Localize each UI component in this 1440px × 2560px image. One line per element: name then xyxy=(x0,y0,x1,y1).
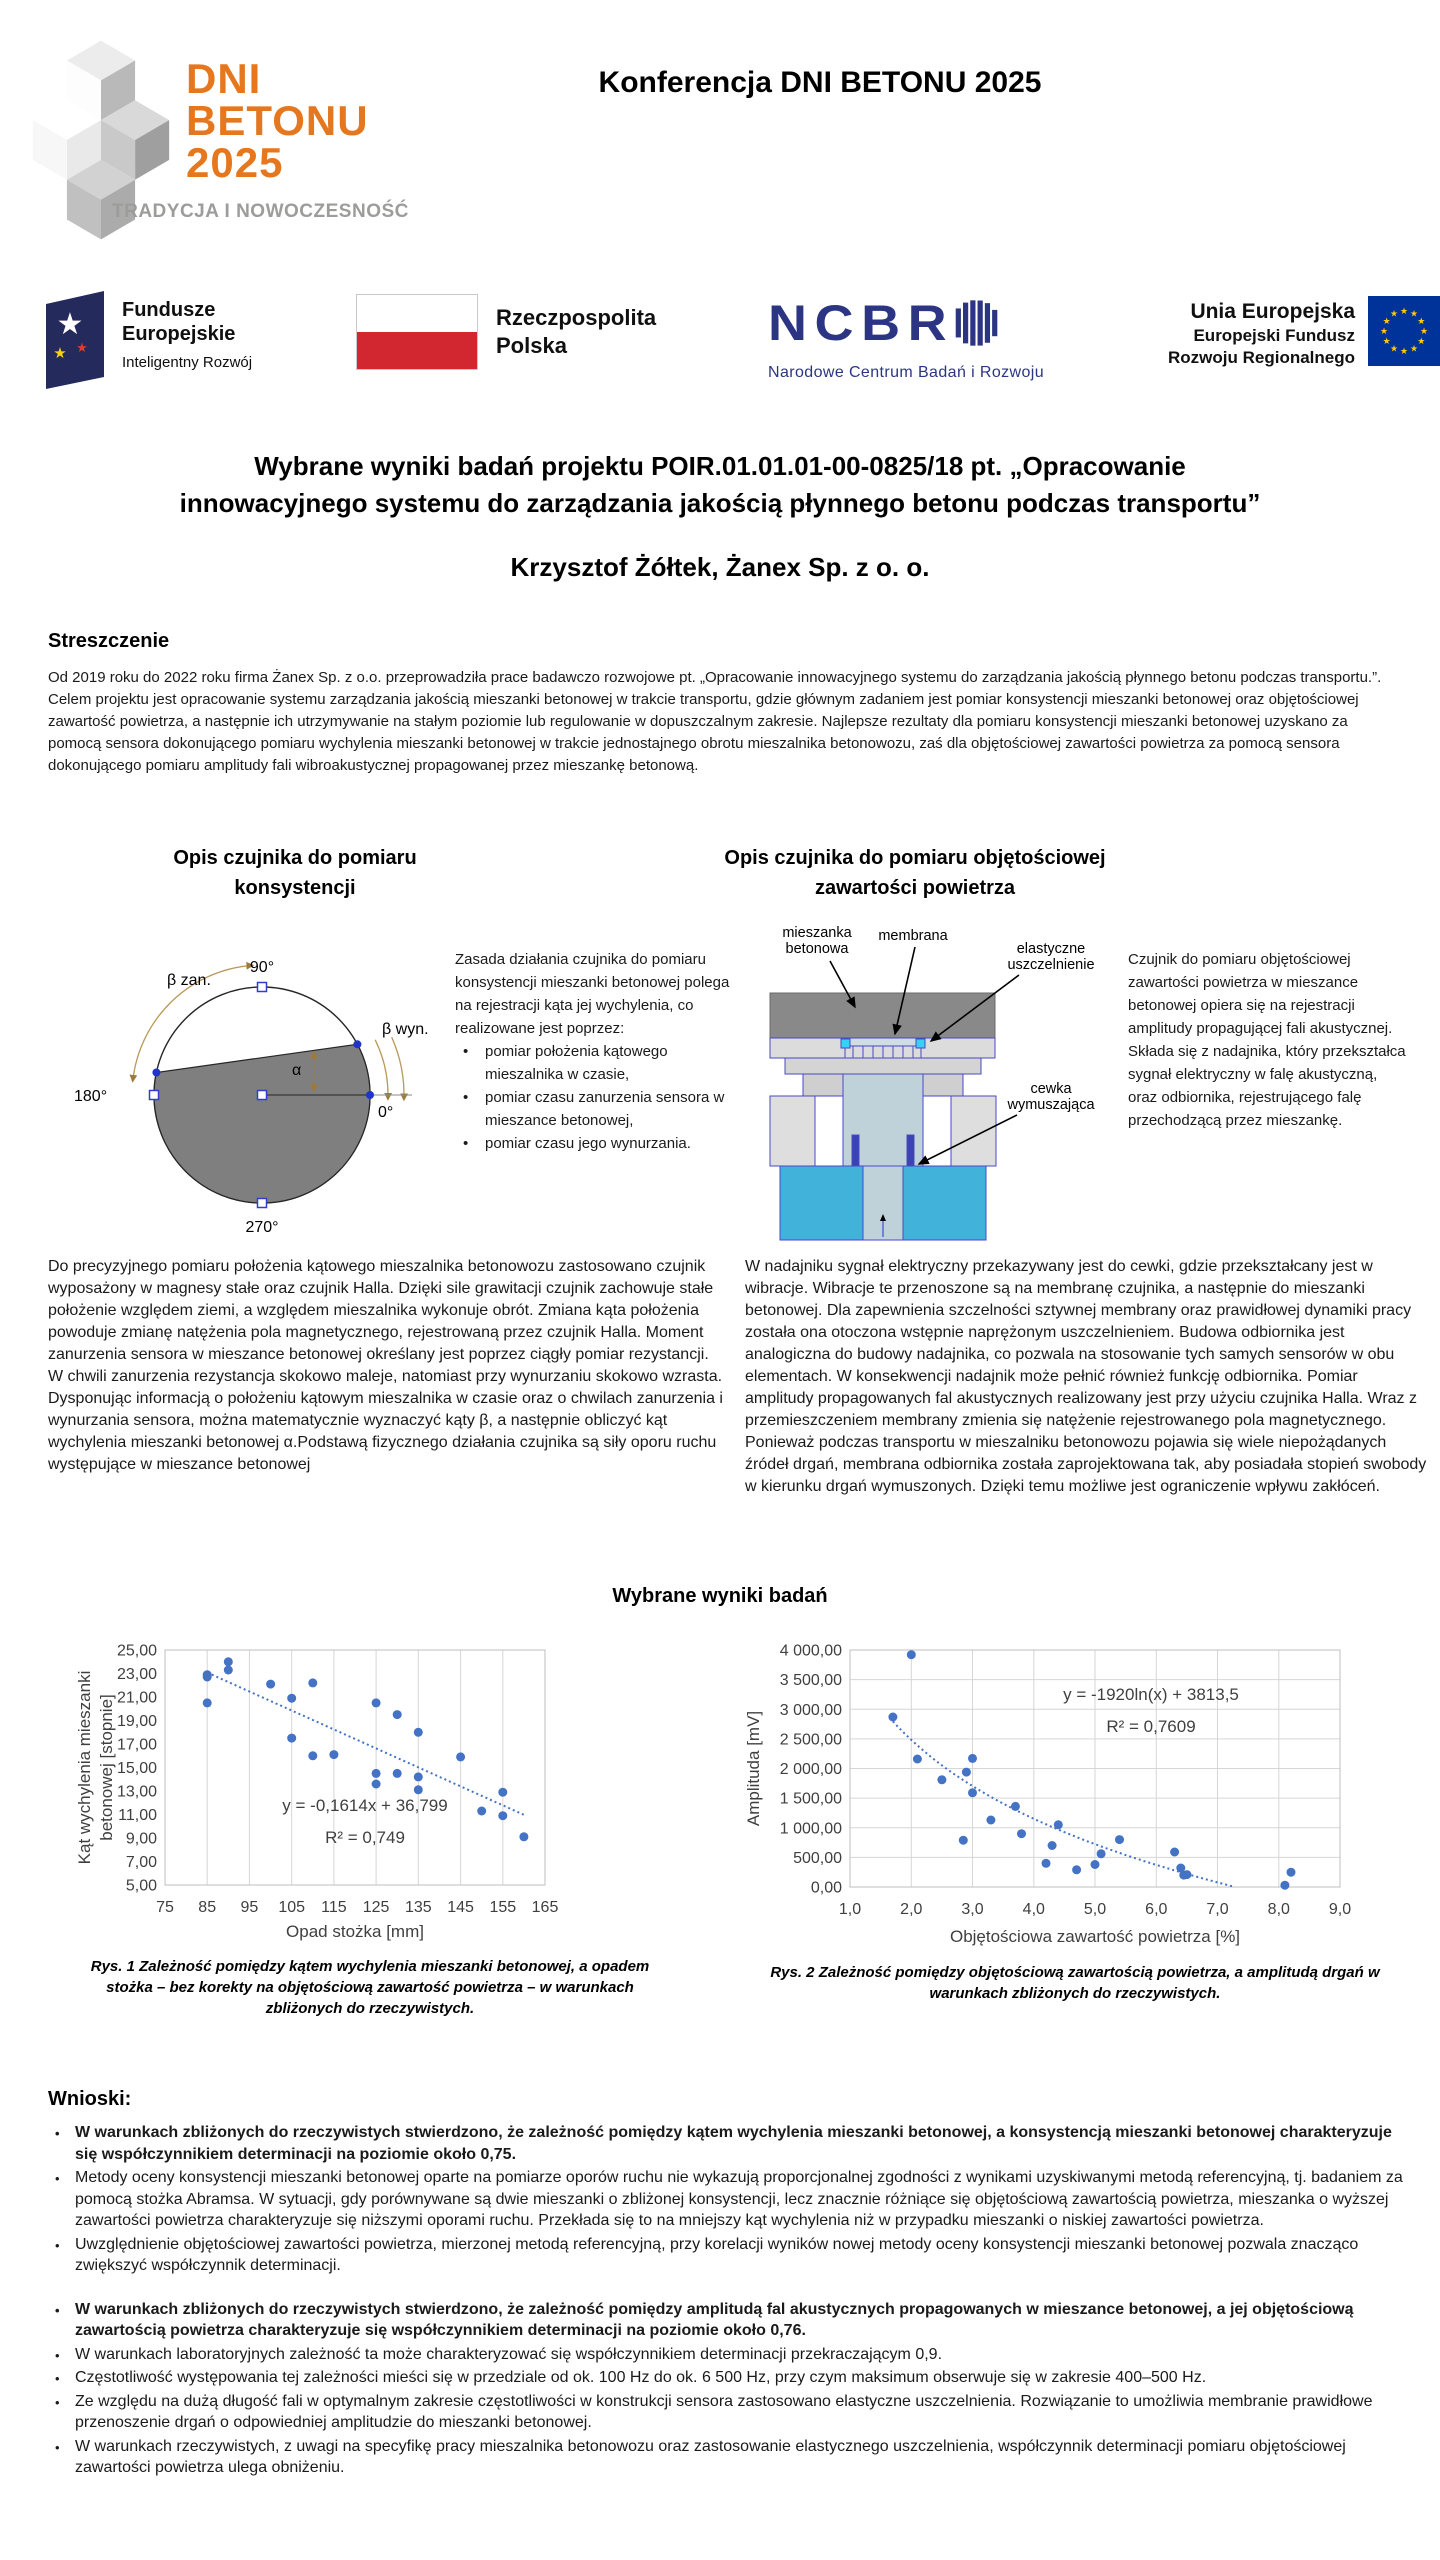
conclusions-group-2 xyxy=(48,2299,1413,2479)
scatter-point xyxy=(308,1678,317,1687)
scatter-chart-1 xyxy=(60,1615,680,1965)
conclusions-list xyxy=(48,2122,1413,2481)
fe-star-yellow: ★ xyxy=(53,345,67,362)
conclusion-item: • Ze względu na dużą długość fali w optymalnym zakresie częstotliwości w konstrukcji sensora zastosowano elastyczne uszczelnienia. Rozwiązanie to umożliwia membranie prawidłowe przenoszenie drgań o odpowiedniej amplitudzie do mieszanki betonowej. xyxy=(48,2391,1413,2434)
alpha-label: α xyxy=(292,1062,302,1079)
x-tick-label: 155 xyxy=(489,1899,517,1916)
eu-star: ★ xyxy=(1417,336,1426,346)
project-title-line1: Wybrane wyniki badań projektu POIR.01.01.01-00-0825/18 pt. „Opracowanie xyxy=(254,451,1186,481)
consistency-body-paragraph: Do precyzyjnego pomiaru położenia kątowego mieszalnika betonowozu zastosowano czujnik wyposażony w magnesy stałe oraz czujnik Halla. Dzięki sile grawitacji czujnik zachowuje stałe położenie względem ziemi, a względem mieszalnika wykonuje obrót. Zmiana kąta położenia powoduje zmianę natężenia pola magnetycznego, rejestrowaną przez czujnik Halla. Moment zanurzenia sensora w mieszance betonowej określany jest poprzez ciągły pomiar rezystancji. W chwili zanurzenia rezystancja skokowo maleje, natomiast przy wynurzaniu skokowo wzrasta. Dysponując informacją o położeniu kątowym mieszalnika w czasie oraz o chwilach zanurzenia i wynurzania sensora, można matematycznie wyznaczyć kąty β, a następnie obliczyć kąt wychylenia mieszanki betonowej α.Podstawą fizycznego działania czujnika są siły oporu ruchu występujące w mieszance betonowej xyxy=(48,1258,723,1473)
conclusion-item: • Metody oceny konsystencji mieszanki betonowej oparte na pomiarze oporów ruchu nie wykazują proporcjonalnej zgodności z wynikami uzyskiwanymi metodą referencyjną, tj. badaniem za pomocą stożka Abramsa. W sytuacji, gdy porównywane są dwie mieszanki o zbliżonej konsystencji, lecz znacznie różniące się objętościową zawartością powietrza, mieszanka o wyższej zawartości powietrza charakteryzuje się niższymi oporami ruchu. Przekłada się to na mniejszy kąt wychylenia niż w przypadku mieszanki o niskiej zawartości powietrza. xyxy=(48,2167,1413,2232)
seal-label-1: elastyczne xyxy=(1016,941,1086,957)
eu-star: ★ xyxy=(1382,316,1391,326)
abstract-text: Od 2019 roku do 2022 roku firma Żanex Sp. z o.o. przeprowadziła prace badawczo rozwojowe pt. „Opracowanie innowacyjnego systemu do zarządzania jakością płynnego betonu podczas transportu.”. Celem projektu jest opracowanie systemu zarządzania jakością mieszanki betonowej w trakcie transportu, gdzie głównym zadaniem jest pomiar konsystencji mieszanki betonowej oraz objętościowej zawartość powietrza, a następnie ich utrzymywanie na stałym poziomie lub regulowanie w dopuszczalnym zakresie. Najlepsze rezultaty dla pomiaru konsystencji mieszanki betonowej uzyskano za pomocą sensora dokonującego pomiaru wychylenia mieszanki betonowej w trakcie jednostajnego obrotu mieszalnika betonowozu, zaś dla objętościowej zawartości powietrza za pomocą sensora dokonującego pomiaru amplitudy fali wibroakustycznej propagowanej przez mieszankę betonową. xyxy=(48,669,1382,774)
scatter-point xyxy=(498,1811,507,1820)
scatter-point xyxy=(1017,1829,1026,1838)
y-tick-label: 15,00 xyxy=(116,1760,157,1777)
scatter-point xyxy=(414,1785,423,1794)
scatter-point xyxy=(287,1694,296,1703)
fe-flag-icon xyxy=(42,288,108,392)
logo-line-2: BETONU xyxy=(186,97,369,144)
scatter-point xyxy=(414,1728,423,1737)
eu-star: ★ xyxy=(1419,326,1429,336)
y-tick-label: 19,00 xyxy=(116,1713,157,1730)
x-tick-label: 6,0 xyxy=(1145,1901,1168,1918)
scatter-point xyxy=(372,1698,381,1707)
consistency-principle-text xyxy=(455,948,745,1155)
concrete-fill-segment xyxy=(154,1044,370,1203)
x-tick-label: 5,0 xyxy=(1083,1901,1107,1918)
eu-star: ★ xyxy=(1399,306,1409,316)
y-tick-label: 7,00 xyxy=(125,1854,157,1871)
logo-tagline: TRADYCJA I NOWOCZESNOŚĆ xyxy=(112,201,409,222)
trendline-equation: y = -0,1614x + 36,799 xyxy=(282,1796,448,1815)
air-body-paragraph: W nadajniku sygnał elektryczny przekazywany jest do cewki, gdzie przekształcany jest w wibracje. Wibracje te przenoszone są na membranę czujnika, a następnie do mieszanki betonowej. Dla zapewnienia szczelności sztywnej membrany oraz prawidłowej dynamiki pracy została ona otoczona wstępnie naprężonym uszczelnieniem. Budowa odbiornika jest analogiczna do budowy nadajnika, co pozwala na stosowanie tych samych sensorów w obu elementach. W konsekwencji nadajnik może pełnić również funkcję odbiornika. Pomiar amplitudy propagowanych fal akustycznych realizowany jest przy użyciu czujnika Halla. Wraz z przemieszczeniem membrany zmienia się natężenie rejestrowanego pola magnetycznego. Ponieważ podczas transportu w mieszalniku betonowozu pojawia się wiele niepożądanych źródeł drgań, membrana odbiornika została zaprojektowana tak, aby posiadała stopień swobody w kierunku drgań wymuszonych. Dzięki temu możliwe jest ograniczenie wpływu zakłóceń. xyxy=(745,1258,1427,1495)
x-tick-label: 85 xyxy=(198,1899,217,1916)
conclusion-item: • W warunkach zbliżonych do rzeczywistych stwierdzono, że zależność pomiędzy kątem wychylenia mieszanki betonowej, a konsystencją mieszanki betonowej charakteryzuje się współczynnikiem determinacji na poziomie około 0,75. xyxy=(48,2122,1413,2165)
pl-label-line2: Polska xyxy=(496,333,567,358)
scatter-point xyxy=(959,1836,968,1845)
eu-star: ★ xyxy=(1409,343,1419,354)
scatter-point xyxy=(519,1832,528,1841)
project-title xyxy=(100,448,1340,522)
scatter-point xyxy=(414,1772,423,1781)
poland-flag-icon xyxy=(356,294,478,370)
list-item: • pomiar położenia kątowego mieszalnika w czasie, xyxy=(455,1040,745,1086)
concrete-region xyxy=(770,993,995,1038)
beta-wyn-arc-1 xyxy=(375,1040,388,1100)
y-tick-label: 0,00 xyxy=(810,1879,842,1897)
eu-label-line1: Unia Europejska xyxy=(1190,300,1355,323)
logo-unia-europejska xyxy=(1140,299,1355,369)
scatter-point xyxy=(1097,1849,1106,1858)
logo-fundusze-europejskie xyxy=(42,288,252,392)
scatter-point xyxy=(1011,1802,1020,1811)
y-tick-label: 2 500,00 xyxy=(779,1731,842,1749)
scatter-point xyxy=(1115,1835,1124,1844)
conclusion-item: • Uwzględnienie objętościowej zawartości powietrza, mierzonej metodą referencyjną, przy korelacji wyników nowej metody oceny konsystencji mieszanki betonowej pozwala znacząco zwiększyć współczynnik determinacji. xyxy=(48,2234,1413,2277)
seal-region xyxy=(916,1039,925,1048)
y-tick-label: 4 000,00 xyxy=(779,1642,842,1660)
scatter-point xyxy=(287,1734,296,1743)
ncbr-acronym: NCBR xyxy=(768,295,955,351)
eu-label-line3: Rozwoju Regionalnego xyxy=(1168,348,1355,367)
heading-line: Opis czujnika do pomiaru xyxy=(173,847,417,869)
scatter-point xyxy=(224,1657,233,1666)
eu-star: ★ xyxy=(1389,343,1399,354)
scatter-point xyxy=(329,1750,338,1759)
y-tick-label: 5,00 xyxy=(125,1877,157,1895)
eu-star: ★ xyxy=(1389,308,1399,319)
conclusion-item: • W warunkach rzeczywistych, z uwagi na specyfikę pracy mieszalnika betonowozu oraz zastosowanie elastycznego uszczelnienia, współczynnik determinacji pomiaru objętościowej zawartości powietrza ulega obniżeniu. xyxy=(48,2436,1413,2479)
scatter-point xyxy=(1280,1881,1289,1890)
ncbr-stripe xyxy=(993,310,998,336)
project-title-line2: innowacyjnego systemu do zarządzania jakością płynnego betonu podczas transportu” xyxy=(179,488,1261,518)
x-tick-label: 105 xyxy=(278,1899,306,1916)
list-item: • pomiar czasu jego wynurzania. xyxy=(455,1132,745,1155)
fe-star-white: ★ xyxy=(56,308,84,341)
scatter-point xyxy=(1287,1868,1296,1877)
scatter-point xyxy=(1170,1848,1179,1857)
scatter-point xyxy=(372,1780,381,1789)
coil-label-1: cewka xyxy=(1030,1081,1072,1097)
scatter-point xyxy=(266,1680,275,1689)
eu-star: ★ xyxy=(1399,346,1409,356)
trendline-equation: y = -1920ln(x) + 3813,5 xyxy=(1063,1685,1239,1704)
membrane-region xyxy=(843,1038,923,1046)
y-tick-label: 9,00 xyxy=(125,1830,157,1848)
x-tick-label: 3,0 xyxy=(961,1901,984,1918)
heading-line: zawartości powietrza xyxy=(814,877,1016,899)
x-tick-label: 1,0 xyxy=(838,1901,862,1918)
page-title: Konferencja DNI BETONU 2025 xyxy=(598,66,1042,99)
x-axis-title: Opad stożka [mm] xyxy=(286,1922,424,1941)
ncbr-sphere-icon xyxy=(950,297,1002,349)
y-axis-title: Kąt wychylenia mieszanki xyxy=(75,1670,94,1865)
eu-label-line2: Europejski Fundusz xyxy=(1193,326,1355,345)
pl-label-line1: Rzeczpospolita xyxy=(496,305,657,330)
y-tick-label: 2 000,00 xyxy=(779,1761,842,1778)
mix-label-2: betonowa xyxy=(785,941,849,957)
fe-label-sub: Inteligentny Rozwój xyxy=(122,354,253,371)
y-tick-label: 3 000,00 xyxy=(779,1701,842,1719)
y-axis-title: betonowej [stopnie] xyxy=(97,1694,116,1841)
scatter-point xyxy=(1072,1865,1081,1874)
beta-wyn-arc-2 xyxy=(392,1037,404,1100)
chart-air-vs-amplitude xyxy=(725,1615,1425,1970)
ncbr-stripe xyxy=(978,301,983,346)
scatter-point xyxy=(224,1666,233,1675)
results-heading: Wybrane wyniki badań xyxy=(612,1585,828,1607)
sensor-cross-section xyxy=(770,993,996,1240)
x-tick-label: 7,0 xyxy=(1206,1901,1229,1918)
scatter-point xyxy=(203,1698,212,1707)
y-tick-label: 500,00 xyxy=(793,1849,842,1867)
y-tick-label: 13,00 xyxy=(116,1783,157,1801)
eu-star: ★ xyxy=(1417,316,1426,326)
ncbr-subtitle: Narodowe Centrum Badań i Rozwoju xyxy=(768,364,1045,381)
x-tick-label: 2,0 xyxy=(900,1901,923,1918)
x-tick-label: 145 xyxy=(447,1899,474,1916)
beta-wyn-label: β wyn. xyxy=(382,1021,429,1038)
deg180-label: 180° xyxy=(74,1088,108,1105)
x-tick-label: 4,0 xyxy=(1022,1901,1045,1918)
scatter-point xyxy=(888,1713,897,1722)
scatter-point xyxy=(968,1754,977,1763)
plot-border xyxy=(165,1650,545,1885)
trendline xyxy=(207,1673,524,1815)
dni-betonu-wordmark xyxy=(186,55,369,186)
logo-line-3: 2025 xyxy=(186,139,284,186)
y-axis-title: Amplituda [mV] xyxy=(744,1710,763,1827)
y-tick-label: 17,00 xyxy=(116,1736,157,1754)
y-tick-label: 3 500,00 xyxy=(779,1672,842,1690)
section-heading-air xyxy=(700,843,1130,903)
eu-flag-icon xyxy=(1368,296,1440,366)
scatter-point xyxy=(456,1752,465,1761)
y-tick-label: 23,00 xyxy=(116,1666,157,1683)
seal-label-2: uszczelnienie xyxy=(1007,957,1095,973)
conclusion-item: • Częstotliwość występowania tej zależności mieści się w przedziale od ok. 100 Hz do ok. 6 500 Hz, przy czym maksimum obserwuje się w zakresie 400–500 Hz. xyxy=(48,2367,1413,2389)
x-tick-label: 135 xyxy=(404,1899,432,1916)
figure-1-caption: Rys. 1 Zależność pomiędzy kątem wychylenia mieszanki betonowej, a opadem stożka – bez korekty na objętościową zawartość powietrza – w warunkach zbliżonych do rzeczywistych. xyxy=(90,1958,650,2017)
y-tick-label: 1 000,00 xyxy=(779,1820,842,1838)
scatter-point xyxy=(393,1710,402,1719)
scatter-point xyxy=(393,1769,402,1778)
list-item: • pomiar czasu zanurzenia sensora w mieszance betonowej, xyxy=(455,1086,745,1132)
r-squared: R² = 0,749 xyxy=(325,1828,405,1847)
y-tick-label: 25,00 xyxy=(116,1642,157,1660)
x-tick-label: 75 xyxy=(156,1899,174,1916)
scatter-point xyxy=(968,1788,977,1797)
fe-label-line1: Fundusze xyxy=(122,299,216,321)
seal-region xyxy=(841,1039,850,1048)
x-axis-title: Objętościowa zawartość powietrza [%] xyxy=(949,1927,1241,1946)
scatter-point xyxy=(372,1769,381,1778)
logo-ncbr xyxy=(768,294,1044,382)
membrane-label: membrana xyxy=(878,928,948,944)
x-tick-label: 115 xyxy=(321,1899,347,1916)
scatter-point xyxy=(1182,1870,1191,1879)
air-principle-text: Czujnik do pomiaru objętościowej zawartości powietrza w mieszance betonowej opiera się na rejestracji amplitudy propagującej fali akustycznej. Składa się z nadajnika, który przekształca sygnał elektryczny w falę akustyczną, oraz odbiornika, rejestrującego falę przechodzącą przez mieszankę. xyxy=(1128,951,1406,1129)
scatter-point xyxy=(1091,1860,1100,1869)
consistency-angle-diagram xyxy=(62,930,442,1245)
consistency-intro: Zasada działania czujnika do pomiaru konsystencji mieszanki betonowej polega na rejestracji kąta jej wychylenia, co realizowane jest poprzez: xyxy=(455,951,730,1037)
conclusions-group-1 xyxy=(48,2122,1413,2277)
deg270-label: 270° xyxy=(245,1219,279,1236)
x-tick-label: 8,0 xyxy=(1267,1901,1290,1918)
ncbr-stripe xyxy=(956,308,961,337)
x-tick-label: 9,0 xyxy=(1328,1901,1352,1918)
scatter-point xyxy=(986,1816,995,1825)
ncbr-stripe xyxy=(971,300,976,345)
fe-label-line2: Europejskie xyxy=(122,323,236,345)
logo-rzeczpospolita-polska xyxy=(356,294,656,370)
scatter-point xyxy=(907,1650,916,1659)
scatter-point xyxy=(937,1775,946,1784)
scatter-point xyxy=(308,1751,317,1760)
fe-star-red: ★ xyxy=(76,340,88,355)
y-tick-label: 11,00 xyxy=(118,1807,157,1824)
ncbr-stripe xyxy=(963,303,968,344)
x-tick-label: 125 xyxy=(362,1899,390,1916)
scatter-point xyxy=(203,1673,212,1682)
heading-line: Opis czujnika do pomiaru objętościowej xyxy=(724,847,1106,869)
conclusions-heading: Wnioski: xyxy=(48,2088,132,2110)
air-sensor-diagram xyxy=(755,915,1110,1247)
beta-zan-label: β zan. xyxy=(167,972,211,989)
x-tick-label: 165 xyxy=(531,1899,559,1916)
scatter-chart-2 xyxy=(725,1615,1425,1965)
logo-line-1: DNI xyxy=(186,55,262,102)
heading-line: konsystencji xyxy=(234,877,356,899)
figure-2-caption: Rys. 2 Zależność pomiędzy objętościową zawartością powietrza, a amplitudą drgań w warunkach zbliżonych do rzeczywistych. xyxy=(770,1964,1380,2002)
scatter-point xyxy=(1048,1841,1057,1850)
authors: Krzysztof Żółtek, Żanex Sp. z o. o. xyxy=(510,552,930,582)
eu-star: ★ xyxy=(1382,336,1391,346)
conclusion-item: • W warunkach zbliżonych do rzeczywistych stwierdzono, że zależność pomiędzy amplitudą fal akustycznych propagowanych w mieszance betonowej, a jej objętościową zawartością powietrza charakteryzuje się współczynnikiem determinacji na poziomie około 0,76. xyxy=(48,2299,1413,2342)
eu-star: ★ xyxy=(1409,308,1419,319)
conclusion-item: • W warunkach laboratoryjnych zależność ta może charakteryzować się współczynnikiem determinacji przekraczającym 0,9. xyxy=(48,2344,1413,2366)
consistency-bullet-list xyxy=(455,1040,745,1155)
trendline xyxy=(893,1721,1235,1887)
r-squared: R² = 0,7609 xyxy=(1106,1717,1196,1736)
deg90-label: 90° xyxy=(249,959,275,976)
y-tick-label: 1 500,00 xyxy=(779,1790,842,1808)
scatter-point xyxy=(1054,1820,1063,1829)
deg0-label: 0° xyxy=(378,1104,394,1121)
scatter-point xyxy=(477,1807,486,1816)
x-tick-label: 95 xyxy=(240,1899,259,1916)
chart-slump-vs-angle xyxy=(60,1615,680,1970)
scatter-point xyxy=(1042,1859,1051,1868)
ncbr-stripe xyxy=(985,303,990,343)
mix-label-1: mieszanka xyxy=(782,925,852,941)
scatter-point xyxy=(498,1788,507,1797)
y-tick-label: 21,00 xyxy=(116,1689,157,1707)
coil-label-2: wymuszająca xyxy=(1007,1097,1095,1113)
eu-star: ★ xyxy=(1379,326,1389,336)
scatter-point xyxy=(962,1768,971,1777)
scatter-point xyxy=(913,1755,922,1764)
abstract-heading: Streszczenie xyxy=(48,630,170,652)
section-heading-consistency xyxy=(110,843,480,903)
